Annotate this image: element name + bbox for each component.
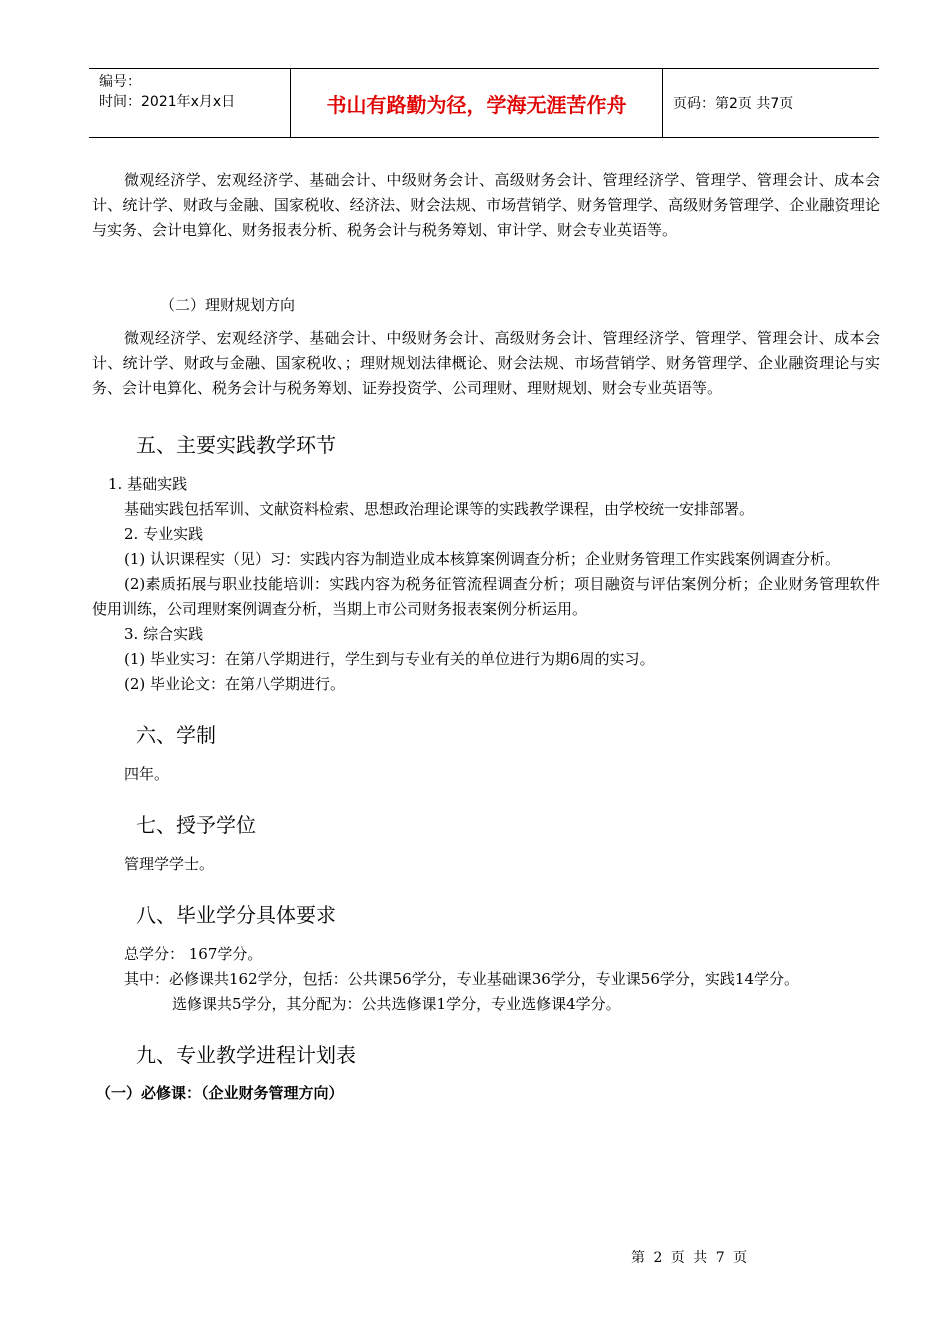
page-footer: 第 2 页 共 7 页 — [631, 1250, 750, 1266]
section-8-title: 八、毕业学分具体要求 — [136, 903, 336, 927]
practice-professional-item-2: (2)素质拓展与职业技能培训：实践内容为税务征管流程调查分析；项目融资与评估案例分析；企业财务管理软件使用训练，公司理财案例调查分析，当期上市公司财务报表案例分析运用。 — [92, 575, 880, 618]
page-header — [89, 68, 879, 138]
courses-wealth-planning: 微观经济学、宏观经济学、基础会计、中级财务会计、高级财务会计、管理经济学、管理学、管理会计、成本会计、统计学、财政与金融、国家税收、；理财规划法律概论、财会法规、市场营销学、财务管理学、企业融资理论与实务、会计电算化、税务会计与税务筹划、证券投资学、公司理财、理财规划、财会专业英语等。 — [92, 329, 880, 397]
header-time-label: 时间：2021年x月x日 — [99, 94, 236, 110]
section-5-title: 五、主要实践教学环节 — [136, 433, 336, 457]
total-credits: 总学分： 167学分。 — [124, 945, 263, 963]
practice-basic-label: 1. 基础实践 — [108, 475, 188, 493]
credits-detail-required: 其中：必修课共162学分，包括：公共课56学分，专业基础课36学分，专业课56学分，实践14学分。 — [124, 970, 799, 988]
practice-comprehensive-item-2: (2) 毕业论文：在第八学期进行。 — [124, 675, 346, 693]
section-6-text: 四年。 — [124, 765, 170, 783]
credits-detail-elective: 选修课共5学分，其分配为：公共选修课1学分，专业选修课4学分。 — [172, 995, 621, 1013]
practice-comprehensive-item-1: (1) 毕业实习：在第八学期进行，学生到与专业有关的单位进行为期6周的实习。 — [124, 650, 655, 668]
practice-professional-label: 2. 专业实践 — [124, 525, 204, 543]
header-meta — [89, 69, 291, 137]
practice-basic-text: 基础实践包括军训、文献资料检索、思想政治理论课等的实践教学课程，由学校统一安排部署。 — [124, 500, 755, 518]
practice-comprehensive-label: 3. 综合实践 — [124, 625, 204, 643]
courses-finance-management: 微观经济学、宏观经济学、基础会计、中级财务会计、高级财务会计、管理经济学、管理学、管理会计、成本会计、统计学、财政与金融、国家税收、经济法、财会法规、市场营销学、财务管理学、高级财务管理学、企业融资理论与实务、会计电算化、财务报表分析、税务会计与税务筹划、审计学、财会专业英语等。 — [92, 171, 880, 239]
section-9-title: 九、专业教学进程计划表 — [136, 1043, 356, 1067]
header-page-info: 页码：第2页 共7页 — [673, 96, 794, 112]
practice-professional-item-1: (1) 认识课程实（见）习：实践内容为制造业成本核算案例调查分析；企业财务管理工作实践案例调查分析。 — [124, 550, 841, 568]
document-body — [92, 168, 880, 1103]
header-id-label: 编号： — [99, 74, 141, 90]
section-7-text: 管理学学士。 — [124, 855, 215, 873]
section-7-title: 七、授予学位 — [136, 813, 256, 837]
header-motto: 书山有路勤为径，学海无涯苦作舟 — [291, 69, 663, 137]
required-courses-heading: （一）必修课：（企业财务管理方向） — [96, 1084, 344, 1102]
direction-2-title: （二）理财规划方向 — [160, 296, 296, 314]
section-6-title: 六、学制 — [136, 723, 216, 747]
